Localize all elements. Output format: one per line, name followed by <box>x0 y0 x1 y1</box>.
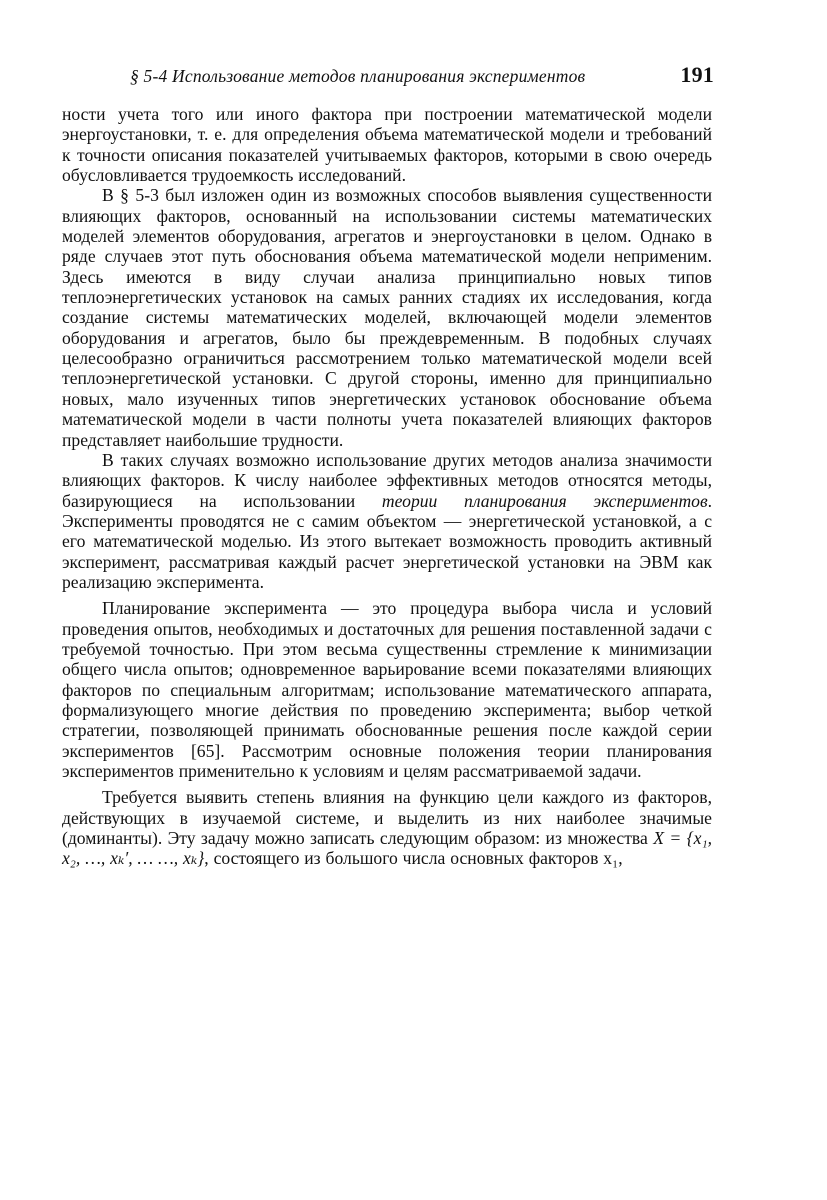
paragraph-text: Требуется выявить степень влияния на функцию цели каждого из факторов, действующих в изучаемой системе, и выделить из них наиболее значимые (доминанты). Эту задачу можно записать следующим образом: из множества <box>62 787 712 849</box>
section-title: § 5-4 Использование методов планирования экспериментов <box>130 66 586 86</box>
body-text <box>62 104 712 869</box>
paragraph-text: В таких случаях возможно использование других методов анализа значимости влияющих факторов. К числу наиболее эффективных методов относятся методы, базирующиеся на использовании <box>62 449 712 511</box>
book-page <box>62 64 712 869</box>
paragraph-continuation: ности учета того или иного фактора при построении математической модели энергоустановки, т. е. для определения объема математической модели и требований к точности описания показателей учитываемых факторов, которыми в свою очередь обусловливается трудоемкость исследований. <box>62 104 712 186</box>
paragraph-text: . Эксперименты проводятся не с самим объектом — энергетической установкой, а с его математической моделью. Из этого вытекает возможность проводить активный эксперимент, рассматривая каждый расчет энергетической установки на ЭВМ как реализацию эксперимента. <box>62 490 712 592</box>
paragraph-text: , состоящего из большого числа основных факторов x₁, <box>204 848 623 869</box>
running-head <box>62 64 712 94</box>
set-formula: X = {x₁, x₂, …, xₖ′, … …, xₖ} <box>62 828 712 869</box>
paragraph-planning-definition: Планирование эксперимента — это процедура выбора числа и условий проведения опытов, необходимых и достаточных для решения поставленной задачи с требуемой точностью. При этом весьма существенны стремление к минимизации общего числа опытов; одновременное варьирование всеми показателями влияющих факторов по специальным алгоритмам; использование математического аппарата, формализующего многие действия по проведению эксперимента; выбор четкой стратегии, позволяющей принимать обоснованные решения после каждой серии экспериментов [65]. Рассмотрим основные положения теории планирования экспериментов применительно к условиям и целям рассматриваемой задачи. <box>62 598 712 781</box>
page-number: 191 <box>680 62 714 87</box>
paragraph-task-statement <box>62 787 712 868</box>
paragraph-section-5-3: В § 5-3 был изложен один из возможных способов выявления существенности влияющих факторов, основанный на использовании системы математических моделей элементов оборудования, агрегатов и энергоустановки в целом. Однако в ряде случаев этот путь обоснования объема математической модели неприменим. Здесь имеются в виду случаи анализа принципиально новых типов теплоэнергетических установок на самых ранних стадиях их исследования, когда создание системы математических моделей, включающей модели элементов оборудования и агрегатов, было бы преждевременным. В подобных случаях целесообразно ограничиться рассмотрением только математической модели всей теплоэнергетической установки. С другой стороны, именно для принципиально новых, мало изученных типов энергетических установок обоснование объема математической модели в части полноты учета показателей влияющих факторов представляет наибольшие трудности. <box>62 185 712 450</box>
italic-term: теории планирования экспериментов <box>381 490 708 511</box>
paragraph-other-methods <box>62 450 712 592</box>
